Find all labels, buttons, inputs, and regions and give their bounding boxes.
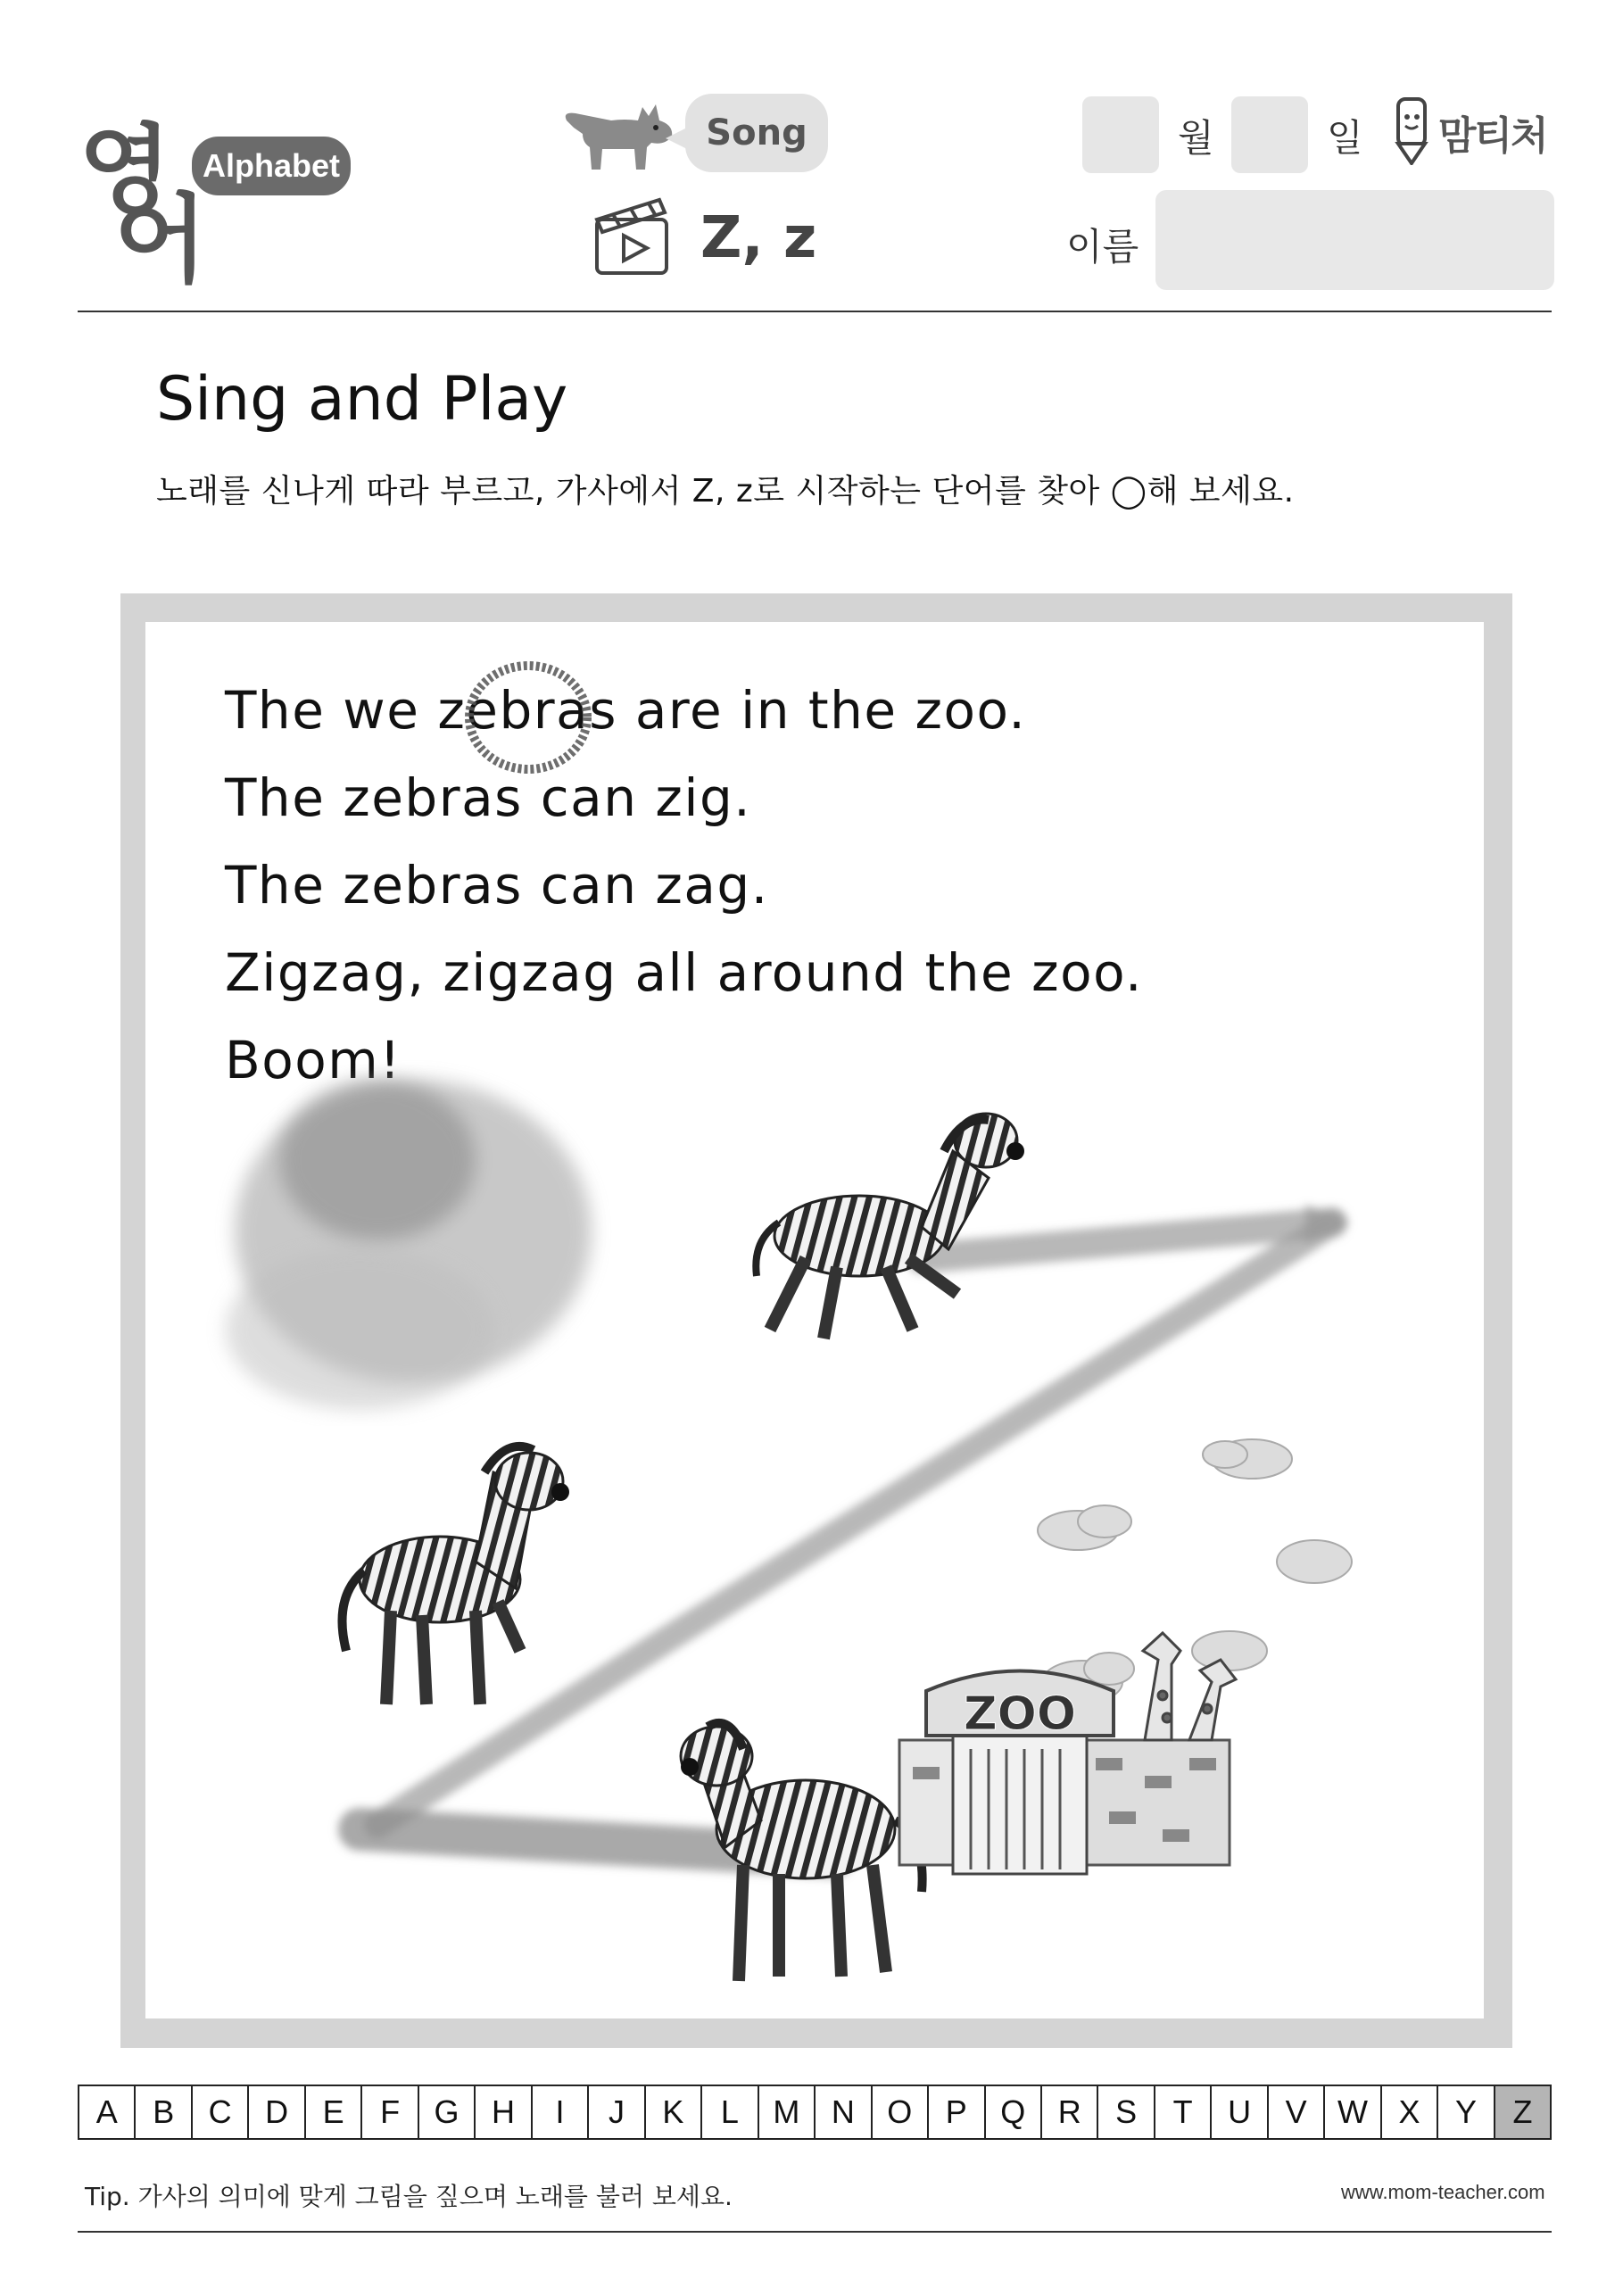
alphabet-cell-t: T: [1155, 2086, 1212, 2138]
alphabet-tag: Alphabet: [189, 134, 353, 198]
name-label: 이름: [1066, 225, 1139, 269]
header-divider: [78, 311, 1552, 312]
month-field[interactable]: [1082, 96, 1159, 173]
dog-icon: [558, 94, 678, 174]
alphabet-cell-y: Y: [1438, 2086, 1495, 2138]
video-clapper-icon[interactable]: [593, 195, 672, 279]
alphabet-cell-c: C: [193, 2086, 249, 2138]
tip-text: Tip. 가사의 의미에 맞게 그림을 짚으며 노래를 불러 보세요.: [85, 2182, 733, 2211]
lyric-line-2: The zebras can zig.: [225, 767, 752, 828]
alphabet-cell-h: H: [476, 2086, 532, 2138]
alphabet-cell-o: O: [873, 2086, 929, 2138]
logo-text-line1: 영: [79, 115, 167, 227]
logo-text-line2: 어: [114, 185, 203, 296]
alphabet-cell-i: I: [533, 2086, 589, 2138]
alphabet-cell-d: D: [249, 2086, 305, 2138]
alphabet-cell-e: E: [306, 2086, 362, 2138]
month-label: 월: [1178, 116, 1214, 160]
lyric-line-1: The we zebras are in the zoo.: [225, 680, 1027, 741]
song-badge: Song: [685, 94, 828, 172]
clouds: [1038, 1439, 1352, 1703]
section-title: Sing and Play: [156, 364, 568, 435]
lyric-line-4: Zigzag, zigzag all around the zoo.: [225, 942, 1143, 1003]
day-field[interactable]: [1231, 96, 1308, 173]
answer-circle: [453, 651, 605, 785]
lyric-line-5: Boom!: [225, 1030, 402, 1090]
alphabet-cell-u: U: [1212, 2086, 1268, 2138]
alphabet-cell-z: Z: [1495, 2086, 1550, 2138]
zoo-building: [899, 1671, 1230, 1875]
alphabet-cell-b: B: [136, 2086, 192, 2138]
alphabet-cell-f: F: [362, 2086, 418, 2138]
letter-title: Z, z: [700, 205, 817, 271]
brand-logo: 맘티처: [1438, 113, 1547, 159]
alphabet-cell-a: A: [79, 2086, 136, 2138]
zoo-sign-text: ZOO: [963, 1687, 1077, 1741]
alphabet-cell-s: S: [1098, 2086, 1155, 2138]
alphabet-cell-p: P: [929, 2086, 985, 2138]
alphabet-cell-x: X: [1382, 2086, 1438, 2138]
footer-divider: [78, 2231, 1552, 2233]
alphabet-cell-j: J: [589, 2086, 645, 2138]
alphabet-cell-w: W: [1325, 2086, 1381, 2138]
zebra-left: [343, 1446, 570, 1704]
instruction-text: 노래를 신나게 따라 부르고, 가사에서 Z, z로 시작하는 단어를 찾아 ◯해 보세요.: [156, 473, 1295, 510]
alphabet-cell-m: M: [759, 2086, 816, 2138]
alphabet-cell-v: V: [1269, 2086, 1325, 2138]
pencil-mascot-icon: [1387, 94, 1437, 165]
name-field[interactable]: [1155, 190, 1554, 290]
day-label: 일: [1327, 116, 1363, 160]
zebra-top: [756, 1114, 1024, 1339]
lyric-line-3: The zebras can zag.: [225, 855, 769, 916]
alphabet-cell-q: Q: [986, 2086, 1042, 2138]
tree-illustration: [226, 1080, 592, 1410]
alphabet-cell-n: N: [816, 2086, 872, 2138]
alphabet-cell-g: G: [419, 2086, 476, 2138]
alphabet-strip: [78, 2085, 1552, 2140]
website-url[interactable]: www.mom-teacher.com: [1341, 2181, 1545, 2203]
alphabet-cell-l: L: [702, 2086, 758, 2138]
zebra-zoo-illustration: [145, 1035, 1484, 2017]
alphabet-cell-r: R: [1042, 2086, 1098, 2138]
alphabet-cell-k: K: [646, 2086, 702, 2138]
